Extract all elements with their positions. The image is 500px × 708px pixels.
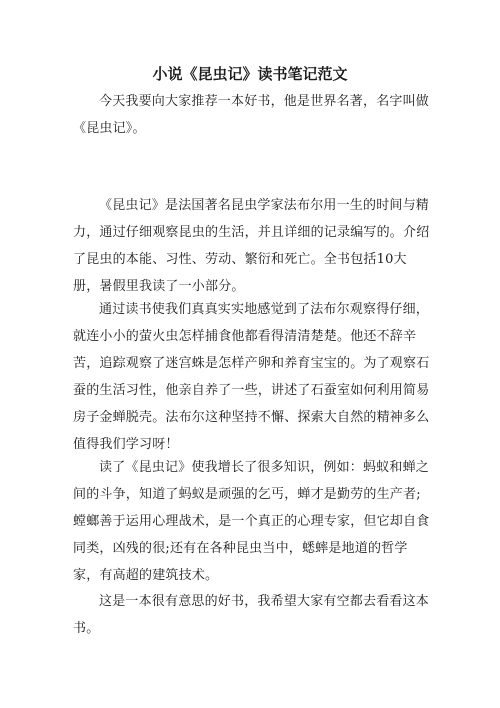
paragraph-book-overview: 《昆虫记》是法国著名昆虫学家法布尔用一生的时间与精力，通过仔细观察昆虫的生活，并且详细的记录编写的。介绍了昆虫的本能、习性、劳动、繁衍和死亡。全书包括10大册，暑假里我读了一小部分。 — [73, 198, 430, 294]
document-title: 小说《昆虫记》读书笔记范文 — [152, 65, 348, 83]
paragraph-knowledge-gained: 读了《昆虫记》使我增长了很多知识，例如：蚂蚁和蝉之间的斗争，知道了蚂蚁是顽强的乞丐，蝉才是勤劳的生产者;螳螂善于运用心理战术，是一个真正的心理专家，但它却自食同类，凶残的很;还有在各种昆虫当中，蟋蟀是地道的哲学家，有高超的建筑技术。 — [73, 460, 430, 583]
paragraph-fabre-observation: 通过读书使我们真真实实地感觉到了法布尔观察得仔细，就连小小的萤火虫怎样捕食他都看得清清楚楚。他还不辞辛苦，追踪观察了迷宫蛛是怎样产卵和养育宝宝的。为了观察石蚕的生活习性，他亲自养了一些，讲述了石蚕室如何利用简易房子金蝉脱壳。法布尔这种坚持不懈、探索大自然的精神多么值得我们学习呀！ — [73, 302, 430, 452]
paragraph-intro: 今天我要向大家推荐一本好书，他是世界名著，名字叫做《昆虫记》。 — [73, 94, 430, 136]
paragraph-conclusion: 这是一本很有意思的好书，我希望大家有空都去看看这本书。 — [73, 594, 430, 636]
